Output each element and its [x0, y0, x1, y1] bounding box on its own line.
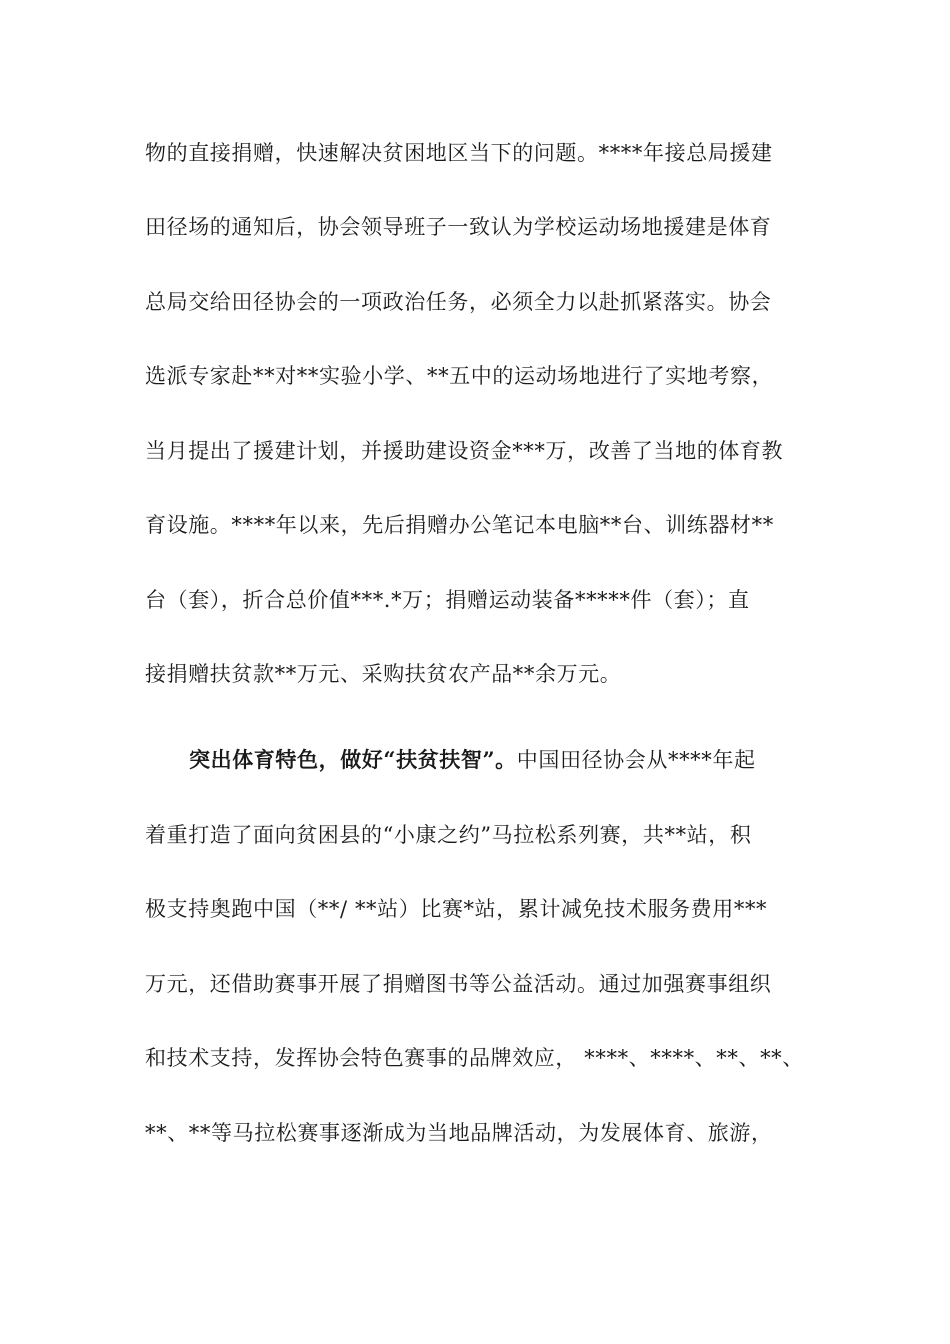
paragraph-line: 接捐赠扶贫款**万元、采购扶贫农产品**余万元。 [145, 662, 622, 686]
paragraph-line: 总局交给田径协会的一项政治任务，必须全力以赴抓紧落实。协会 [145, 290, 772, 314]
paragraph-heading: 突出体育特色，做好“扶贫扶智”。 [189, 747, 517, 772]
paragraph-line: 极支持奥跑中国（**/ **站）比赛*站，累计减免技术服务费用*** [145, 897, 768, 921]
paragraph-line: 选派专家赴**对**实验小学、**五中的运动场地进行了实地考察， [145, 364, 774, 388]
paragraph-line: 田径场的通知后，协会领导班子一致认为学校运动场地援建是体育 [145, 215, 772, 239]
paragraph-first-line [189, 746, 756, 774]
paragraph-line: **、**等马拉松赛事逐渐成为当地品牌活动，为发展体育、旅游， [145, 1121, 773, 1145]
paragraph-line: 当月提出了援建计划，并援助建设资金***万，改善了当地的体育教 [145, 439, 784, 463]
paragraph-line: 物的直接捐赠，快速解决贫困地区当下的问题。****年接总局援建 [145, 141, 773, 165]
paragraph-line: 台（套），折合总价值***.*万；捐赠运动装备*****件（套）；直 [145, 588, 750, 612]
paragraph-line: 育设施。****年以来，先后捐赠办公笔记本电脑**台、训练器材** [145, 513, 774, 537]
paragraph-first-line-text: 中国田径协会从****年起 [516, 748, 756, 772]
paragraph-line: 万元，还借助赛事开展了捐赠图书等公益活动。通过加强赛事组织 [145, 972, 772, 996]
paragraph-line: 和技术支持，发挥协会特色赛事的品牌效应， ****、****、**、**、 [145, 1046, 804, 1070]
paragraph-line: 着重打造了面向贫困县的“小康之约”马拉松系列赛，共**站，积 [145, 823, 752, 847]
